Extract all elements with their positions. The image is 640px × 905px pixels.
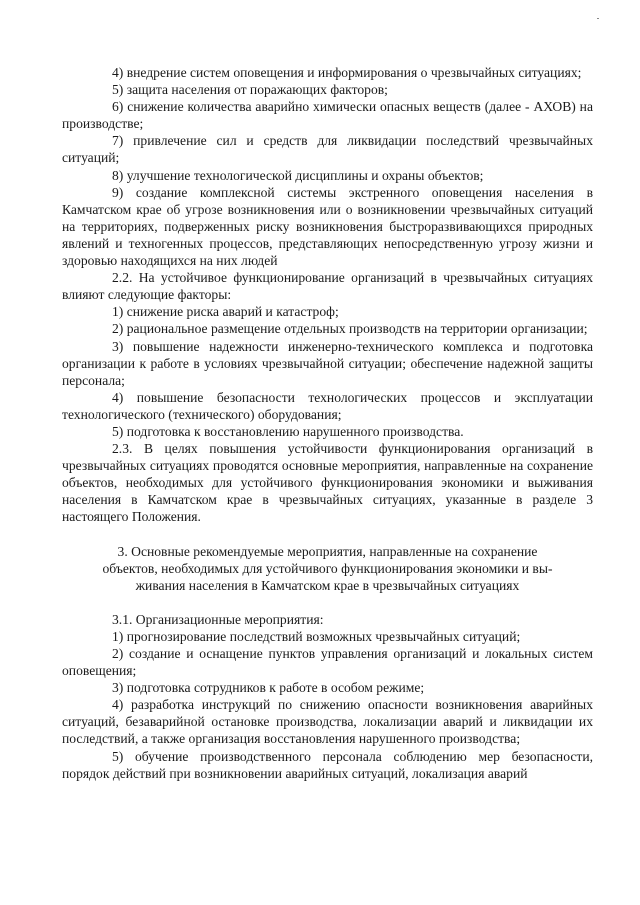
document-page	[62, 64, 593, 782]
list-item: 5) защита населения от поражающих факторов;	[112, 82, 388, 98]
list-item: 8) улучшение технологической дисциплины и охраны объектов;	[112, 167, 484, 183]
list-item: 5) подготовка к восстановлению нарушенного производства.	[112, 423, 464, 439]
section-heading-line: живания населения в Камчатском крае в чрезвычайных ситуациях	[135, 577, 520, 593]
scan-artifact	[597, 18, 599, 19]
section-heading	[62, 543, 593, 594]
section-heading-line: объектов, необходимых для устойчивого функционирования экономики и вы-	[102, 560, 553, 576]
list-item: 2) рациональное размещение отдельных производств на территории организации;	[112, 321, 588, 337]
list-item: 1) снижение риска аварий и катастроф;	[112, 304, 339, 320]
list-item: 4) разработка инструкций по снижению опасности возникновения аварийных ситуаций, безаварийной остановке производства, локализации аварий и ликвидации их последствий, а также организация восстановления нарушенного производства;	[62, 697, 593, 747]
section-heading-line: 3. Основные рекомендуемые мероприятия, направленные на сохранение	[117, 543, 538, 559]
list-item: 1) прогнозирование последствий возможных чрезвычайных ситуаций;	[112, 628, 521, 644]
clause-2-2: 2.2. На устойчивое функционирование организаций в чрезвычайных ситуациях влияют следующие факторы:	[62, 270, 593, 303]
list-item: 3) повышение надежности инженерно-технического комплекса и подготовка организации к работе в условиях чрезвычайной ситуации; обеспечение надежной защиты персонала;	[62, 338, 593, 388]
list-item: 3) подготовка сотрудников к работе в особом режиме;	[112, 680, 425, 696]
spacer	[62, 526, 593, 543]
list-item: 9) создание комплексной системы экстренного оповещения населения в Камчатском крае об угрозе возникновения или о возникновении чрезвычайных ситуаций на территориях, подверженных риску возникновения быстроразвивающихся природных явлений и техногенных процессов, представляющих непосредственную угрозу жизни и здоровью находящихся на них людей	[62, 184, 593, 269]
list-item: 7) привлечение сил и средств для ликвидации последствий чрезвычайных ситуаций;	[62, 133, 593, 166]
spacer	[62, 594, 593, 611]
list-item: 6) снижение количества аварийно химически опасных веществ (далее - АХОВ) на производстве;	[62, 99, 593, 132]
list-item: 2) создание и оснащение пунктов управления организаций и локальных систем оповещения;	[62, 646, 593, 679]
clause-3-1: 3.1. Организационные мероприятия:	[112, 611, 324, 627]
clause-2-3: 2.3. В целях повышения устойчивости функционирования организаций в чрезвычайных ситуациях проводятся основные мероприятия, направленные на сохранение объектов, необходимых для устойчивого функционирования экономики и выживания населения в Камчатском крае в чрезвычайных ситуациях, указанные в разделе 3 настоящего Положения.	[62, 441, 593, 525]
list-item: 4) повышение безопасности технологических процессов и эксплуатации технологического (технического) оборудования;	[62, 389, 593, 422]
list-item: 5) обучение производственного персонала соблюдению мер безопасности, порядок действий при возникновении аварийных ситуаций, локализация аварий	[62, 748, 593, 781]
list-item: 4) внедрение систем оповещения и информирования о чрезвычайных ситуациях;	[112, 65, 582, 80]
